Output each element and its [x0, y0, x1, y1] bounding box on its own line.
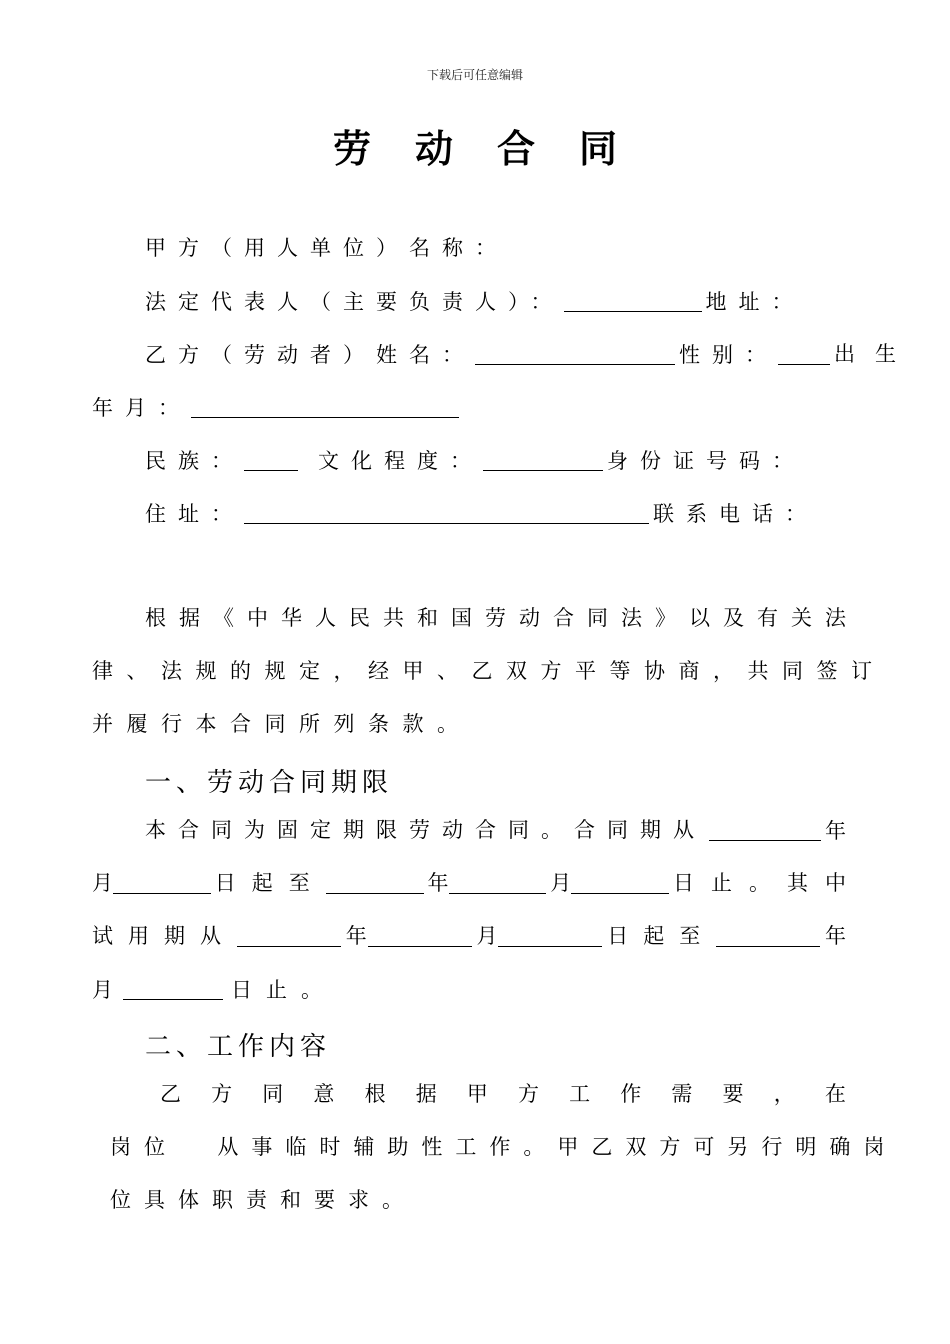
- trial-month-blank[interactable]: [368, 926, 472, 947]
- trial-end-day-blank[interactable]: [123, 979, 223, 1000]
- preamble-line-2: 律、法规的规定，经甲、乙双方平等协商，共同签订: [92, 659, 886, 683]
- work-char: 同: [262, 1082, 284, 1106]
- work-char: 需: [671, 1082, 693, 1106]
- birth-blank[interactable]: [191, 397, 459, 418]
- education-blank[interactable]: [483, 450, 603, 471]
- party-b-name-blank[interactable]: [475, 344, 675, 365]
- birth-label-b: 年月：: [92, 396, 191, 420]
- legal-rep-line: [145, 291, 899, 313]
- section-2-heading: 二、工作内容: [145, 1032, 332, 1062]
- trial-label: 试用期从: [92, 924, 236, 948]
- preamble-line-1: 根据《中华人民共和国劳动合同法》以及有关法: [145, 606, 859, 630]
- work-line-2: 岗位 从事临时辅助性工作。甲乙双方可另行明确岗: [110, 1135, 898, 1159]
- work-char: ，: [773, 1082, 795, 1106]
- end-label: 日止。其中: [673, 871, 863, 895]
- legal-rep-blank[interactable]: [564, 291, 702, 312]
- section-1-heading: 一、劳动合同期限: [145, 768, 394, 798]
- work-char: 在: [824, 1082, 846, 1106]
- residence-line: [145, 503, 899, 525]
- work-line-3: 位具体职责和要求。: [110, 1188, 416, 1212]
- residence-blank[interactable]: [244, 503, 649, 524]
- ethnicity-blank[interactable]: [244, 450, 298, 471]
- preamble-line-3: 并履行本合同所列条款。: [92, 712, 472, 736]
- year-label-2: 年: [427, 871, 449, 895]
- work-char: 方: [517, 1082, 539, 1106]
- trial-line: [92, 926, 846, 947]
- term-line-2: [92, 871, 863, 895]
- from-to-label: 日起至: [214, 871, 326, 895]
- trial-end-month-label: 月: [92, 978, 123, 1002]
- work-char: 方: [211, 1082, 233, 1106]
- header-note: 下载后可任意编辑: [426, 68, 523, 82]
- ethnicity-line: [145, 450, 899, 472]
- address-label: 地址：: [705, 290, 805, 314]
- trial-from-to-label: 日起至: [607, 924, 716, 948]
- work-line-1: [160, 1084, 846, 1105]
- month-label: 月: [92, 871, 113, 895]
- end-day-blank[interactable]: [571, 873, 669, 894]
- work-char: 据: [415, 1082, 437, 1106]
- education-label: 文化程度：: [318, 449, 483, 473]
- birth-label-a: 出生: [834, 342, 916, 366]
- residence-label: 住址：: [145, 502, 244, 526]
- term-text: 本合同为固定期限劳动合同。合同期从: [145, 818, 706, 842]
- trial-month-label: 月: [476, 924, 498, 948]
- party-b-label: 乙方（劳动者）姓名：: [145, 343, 475, 367]
- month-label-2: 月: [550, 871, 572, 895]
- trial-day-blank[interactable]: [498, 926, 602, 947]
- trial-stop-label: 日止。: [231, 978, 336, 1002]
- legal-rep-label: 法定代表人（主要负责人）：: [145, 290, 564, 314]
- trial-end-year-label: 年: [825, 924, 846, 948]
- trial-end-line: [92, 979, 846, 1001]
- ethnicity-label: 民族：: [145, 449, 244, 473]
- trial-year-blank[interactable]: [237, 926, 341, 947]
- start-year-blank[interactable]: [709, 820, 821, 841]
- work-char: 工: [569, 1082, 591, 1106]
- trial-end-year-blank[interactable]: [716, 926, 820, 947]
- term-line-1: [145, 820, 846, 842]
- end-year-blank[interactable]: [326, 873, 424, 894]
- end-month-blank[interactable]: [449, 873, 547, 894]
- work-char: 作: [620, 1082, 642, 1106]
- start-day-blank[interactable]: [113, 873, 211, 894]
- party-b-line: [145, 342, 916, 367]
- trial-year-label: 年: [345, 924, 367, 948]
- party-a-line: [145, 238, 899, 259]
- year-label: 年: [825, 819, 846, 843]
- party-a-label: 甲方（用人单位）名称：: [145, 236, 508, 260]
- document-title: 劳动合同: [332, 127, 661, 171]
- gender-label: 性别：: [679, 343, 778, 367]
- birth-line: [92, 397, 846, 419]
- work-char: 甲: [466, 1082, 488, 1106]
- work-char: 意: [313, 1082, 335, 1106]
- phone-label: 联系电话：: [653, 502, 818, 526]
- id-label: 身份证号码：: [607, 449, 805, 473]
- work-char: 根: [364, 1082, 386, 1106]
- work-char: 乙: [160, 1082, 181, 1106]
- work-char: 要: [722, 1082, 744, 1106]
- gender-blank[interactable]: [778, 344, 830, 365]
